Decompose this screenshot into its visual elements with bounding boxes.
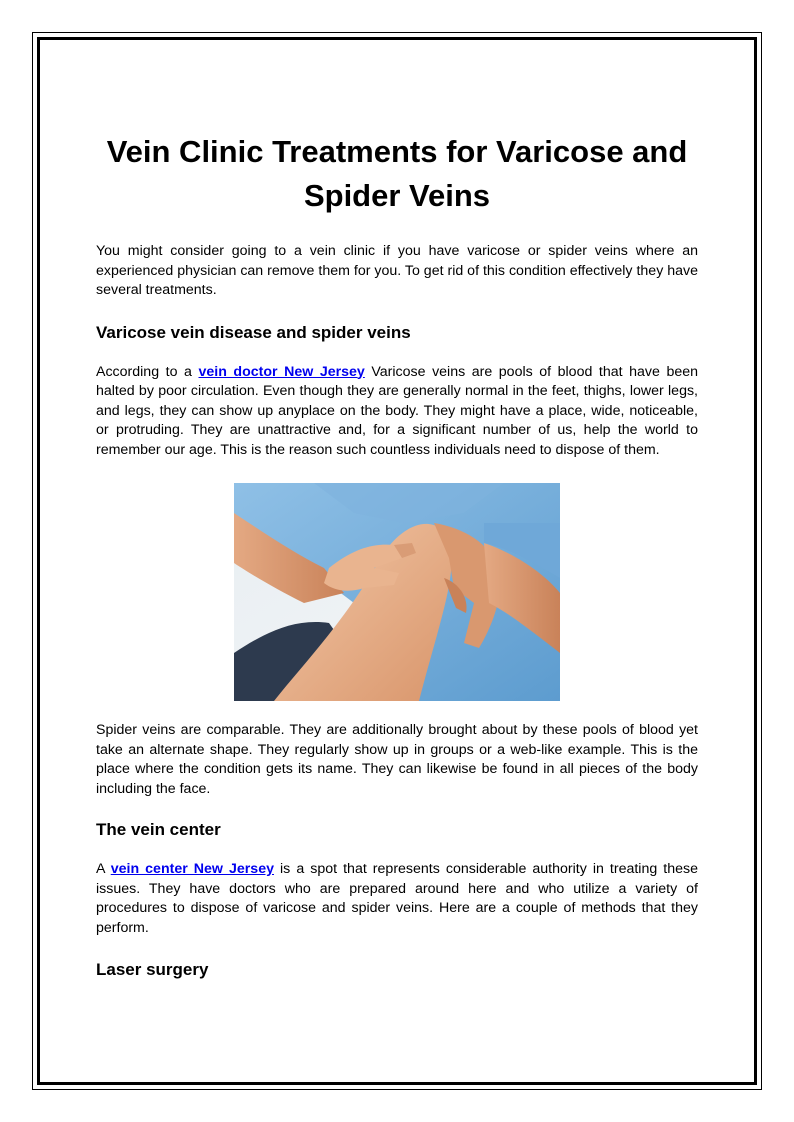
varicose-paragraph-text: Varicose veins are pools of blood that have been halted by poor circulation. Even though they are generally normal in the feet, thighs, lower legs, and legs, they can show up anyplace on the body. They might have a place, wide, noticeable, or protruding. They are unattractive and, for a significant number of us, help the world to remember our age. This is the reason such countless individuals need to dispose of them.: [96, 363, 698, 458]
section-heading-vein-center: The vein center: [96, 820, 221, 839]
varicose-paragraph-prefix: According to a: [96, 363, 192, 380]
varicose-paragraph: [96, 363, 698, 461]
spider-veins-paragraph: Spider veins are comparable. They are additionally brought about by these pools of blood yet take an alternate shape. They regularly show up in groups or a web-like example. This is the place where the condition gets its name. They can likewise be found in all pieces of the body including the face.: [96, 722, 698, 797]
vein-center-paragraph: [96, 860, 698, 938]
vein-doctor-link[interactable]: vein doctor New Jersey: [198, 363, 365, 380]
section-heading-laser-surgery: Laser surgery: [96, 960, 209, 979]
vein-center-paragraph-prefix: A: [96, 861, 105, 877]
knee-examination-photo: [234, 483, 560, 701]
intro-paragraph: You might consider going to a vein clinic if you have varicose or spider veins where an experienced physician can remove them for you. To get rid of this condition effectively they have several treatments.: [96, 243, 698, 298]
page-title: Vein Clinic Treatments for Varicose and Spider Veins: [106, 134, 688, 213]
vein-center-link[interactable]: vein center New Jersey: [110, 861, 274, 877]
vein-center-paragraph-text: is a spot that represents considerable authority in treating these issues. They have doctors who are prepared around here and who utilize a variety of procedures to dispose of varicose and spider veins. Here are a couple of methods that they perform.: [96, 861, 698, 936]
section-heading-varicose: Varicose vein disease and spider veins: [96, 322, 411, 342]
document-body: [96, 130, 698, 981]
